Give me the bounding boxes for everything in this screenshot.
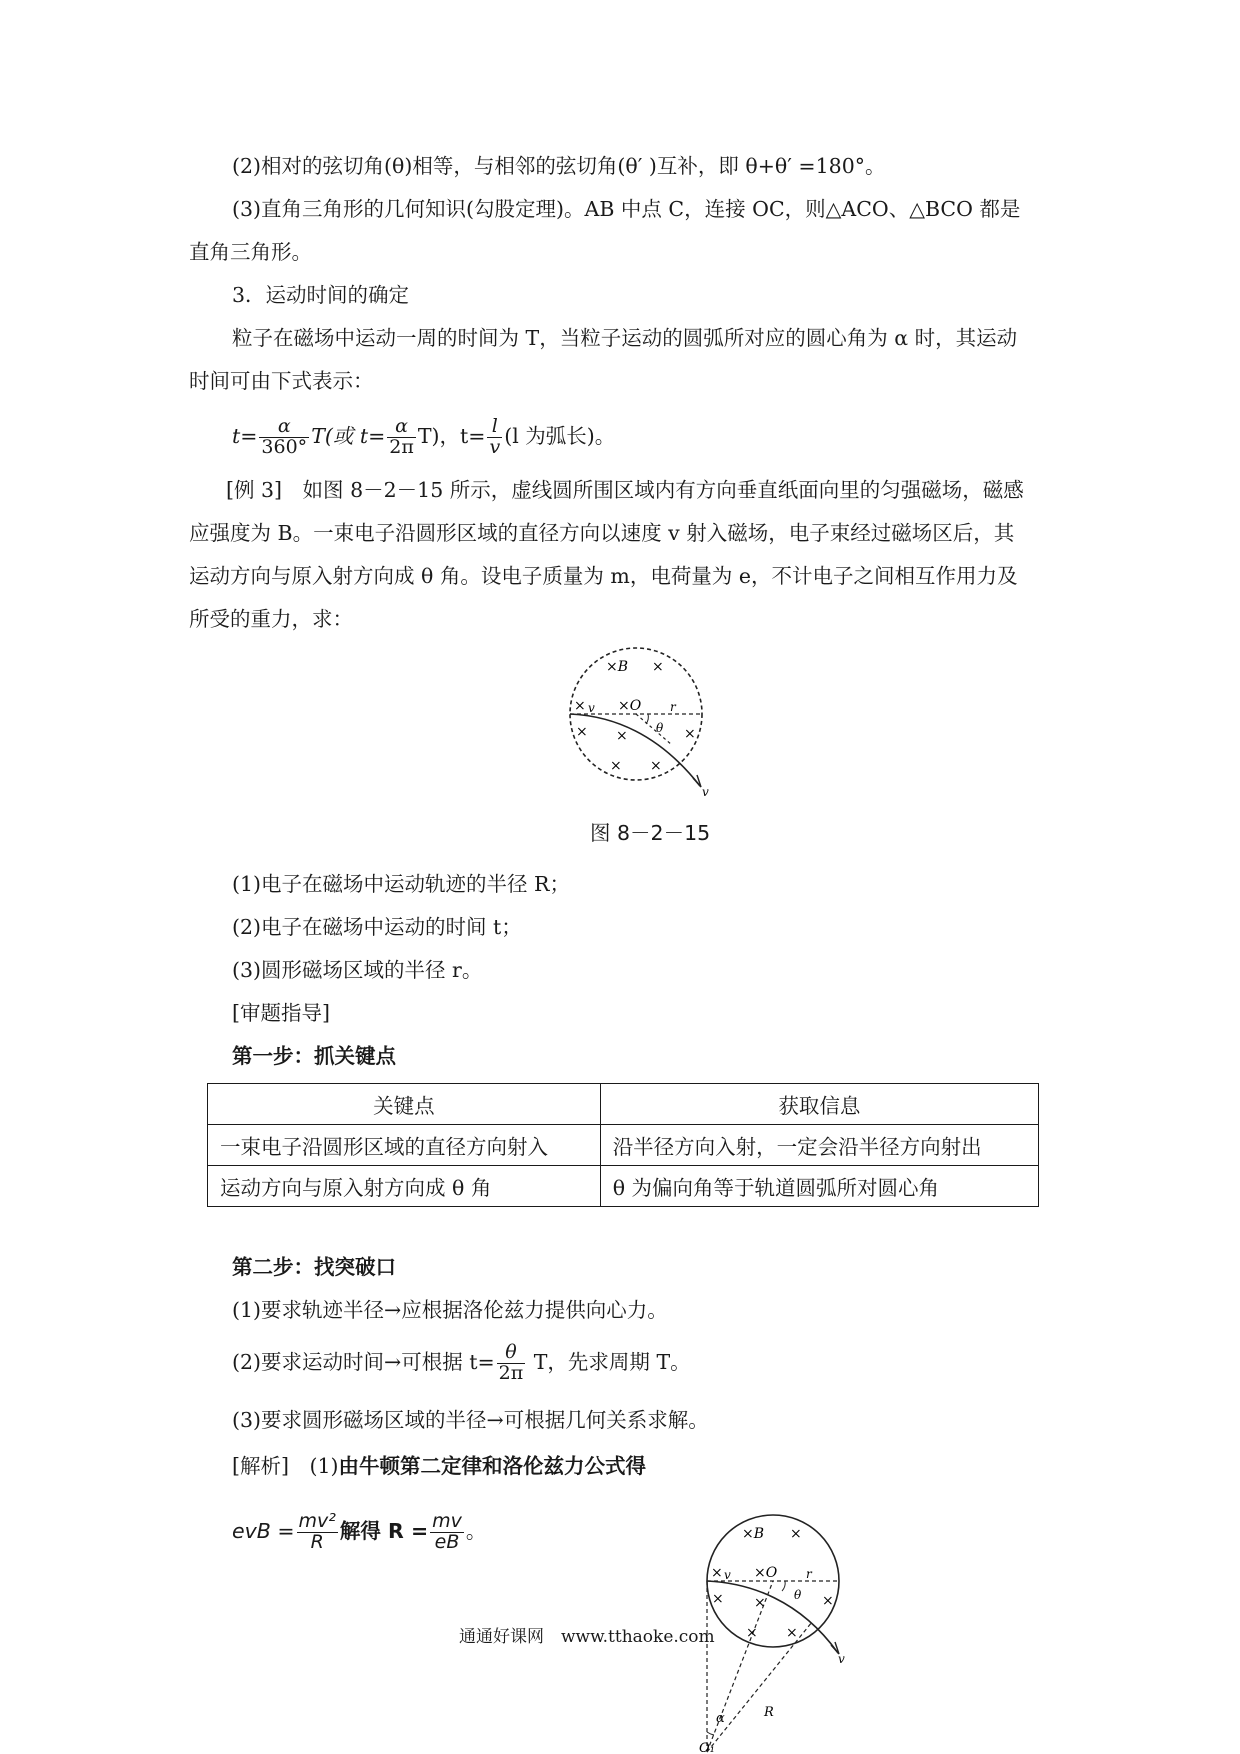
fraction: $\frac{\alpha}{2\pi}$ [389,415,414,458]
step-one-heading: 第一步：抓关键点 [232,1044,396,1068]
text-line: (2)相对的弦切角(θ)相等，与相邻的弦切角(θ′ )互补，即 θ+θ′ =180°。 [232,154,886,178]
solution-label: [解析] (1) [232,1454,339,1478]
cross-mark: × [712,1591,724,1607]
text-line: 直角三角形。 [189,240,312,264]
text-line: 所受的重力，求： [189,607,353,631]
cross-mark: × [822,1593,834,1609]
hint-3: (3)要求圆形磁场区域的半径→可根据几何关系求解。 [232,1408,709,1432]
radius-label: r [806,1567,812,1581]
center-label: ×O [618,698,642,714]
text-line: [例 3] 如图 8－2－15 所示，虚线圆所围区域内有方向垂直纸面向里的匀强磁场，磁感 [226,478,1024,502]
fraction: $\frac{\theta}{2\pi}$ [498,1341,524,1384]
section-heading: 3．运动时间的确定 [232,283,410,307]
cross-mark: × [616,728,628,744]
figure-8-2-15 [560,640,730,800]
cross-mark: × [754,1595,766,1611]
cross-mark: × [652,659,664,675]
table-header: 获取信息 [600,1084,1038,1125]
cross-mark: × [650,758,662,774]
formula-text: t= [232,424,258,448]
field-label: ×B [606,659,629,675]
formula-text: (2)要求运动时间→可根据 t= [232,1350,495,1374]
radius-formula [232,1506,486,1556]
cross-mark: × [786,1625,798,1641]
hint-2 [232,1338,691,1386]
question-3: (3)圆形磁场区域的半径 r。 [232,958,483,982]
fraction: $\frac{\alpha}{360^\circ}$ [261,415,308,458]
angle-label: θ [656,721,664,735]
time-formula [232,412,615,460]
table-header-row [208,1084,1039,1125]
velocity-label: v [724,1568,731,1582]
cross-mark: × [574,698,586,714]
field-label: ×B [742,1526,765,1542]
solution-line [232,1452,646,1480]
velocity-label: v [838,1652,845,1666]
text-line: 运动方向与原入射方向成 θ 角。设电子质量为 m，电荷量为 e，不计电子之间相互作用力及 [189,564,1018,588]
hint-1: (1)要求轨迹半径→应根据洛伦兹力提供向心力。 [232,1298,668,1322]
table-cell: 沿半径方向入射，一定会沿半径方向射出 [600,1125,1038,1166]
text-line: 应强度为 B。一束电子沿圆形区域的直径方向以速度 v 射入磁场，电子束经过磁场区后，其 [189,521,1015,545]
step-two-heading: 第二步：找突破口 [232,1255,396,1279]
velocity-label: v [588,701,595,715]
radius-label: r [670,700,676,714]
analysis-heading: [审题指导] [232,1001,330,1025]
table-cell: θ 为偏向角等于轨道圆弧所对圆心角 [600,1166,1038,1207]
text-line: 时间可由下式表示： [189,369,374,393]
alpha-label: α [716,1711,725,1726]
center-label: ×O [754,1565,778,1581]
solution-figure [690,1500,860,1754]
angle-label: θ [794,1588,802,1602]
fraction: $\frac{l}{v}$ [489,415,501,458]
text-line: 粒子在磁场中运动一周的时间为 T，当粒子运动的圆弧所对应的圆心角为 α 时，其运动 [232,326,1018,350]
trajectory-center-label: O₁ [699,1741,715,1754]
cross-mark: × [610,758,622,774]
key-points-table [207,1083,1039,1207]
fraction: $\frac{\text{mv²}}{R}$ [298,1509,336,1553]
trajectory-radius-label: R [764,1705,774,1720]
velocity-label: v [702,785,709,799]
cross-mark: × [746,1625,758,1641]
formula-text: T)，t= [417,424,486,448]
table-row [208,1125,1039,1166]
fraction: $\frac{mv}{eB}$ [432,1509,462,1553]
cross-mark: × [684,726,696,742]
question-2: (2)电子在磁场中运动的时间 t； [232,915,522,939]
formula-text: 解得 R = [339,1519,429,1543]
table-row [208,1166,1039,1207]
figure-caption: 图 8－2－15 [590,821,711,845]
formula-text: T，先求周期 T。 [527,1350,691,1374]
cross-mark: × [576,724,588,740]
table-cell: 运动方向与原入射方向成 θ 角 [208,1166,601,1207]
cross-mark: × [790,1526,802,1542]
solution-text: 由牛顿第二定律和洛伦兹力公式得 [338,1454,647,1478]
formula-text: T(或 t= [311,424,386,448]
formula-text: evB = [232,1519,295,1543]
formula-text: (l 为弧长)。 [504,424,616,448]
table-cell: 一束电子沿圆形区域的直径方向射入 [208,1125,601,1166]
formula-text: 。 [465,1519,487,1543]
cross-mark: × [711,1565,723,1581]
question-1: (1)电子在磁场中运动轨迹的半径 R； [232,872,570,896]
text-line: (3)直角三角形的几何知识(勾股定理)。AB 中点 C，连接 OC，则△ACO、△BCO 都是 [232,197,1021,221]
table-header: 关键点 [208,1084,601,1125]
watermark: 通通好课网 www.tthaoke.com [459,1627,715,1647]
